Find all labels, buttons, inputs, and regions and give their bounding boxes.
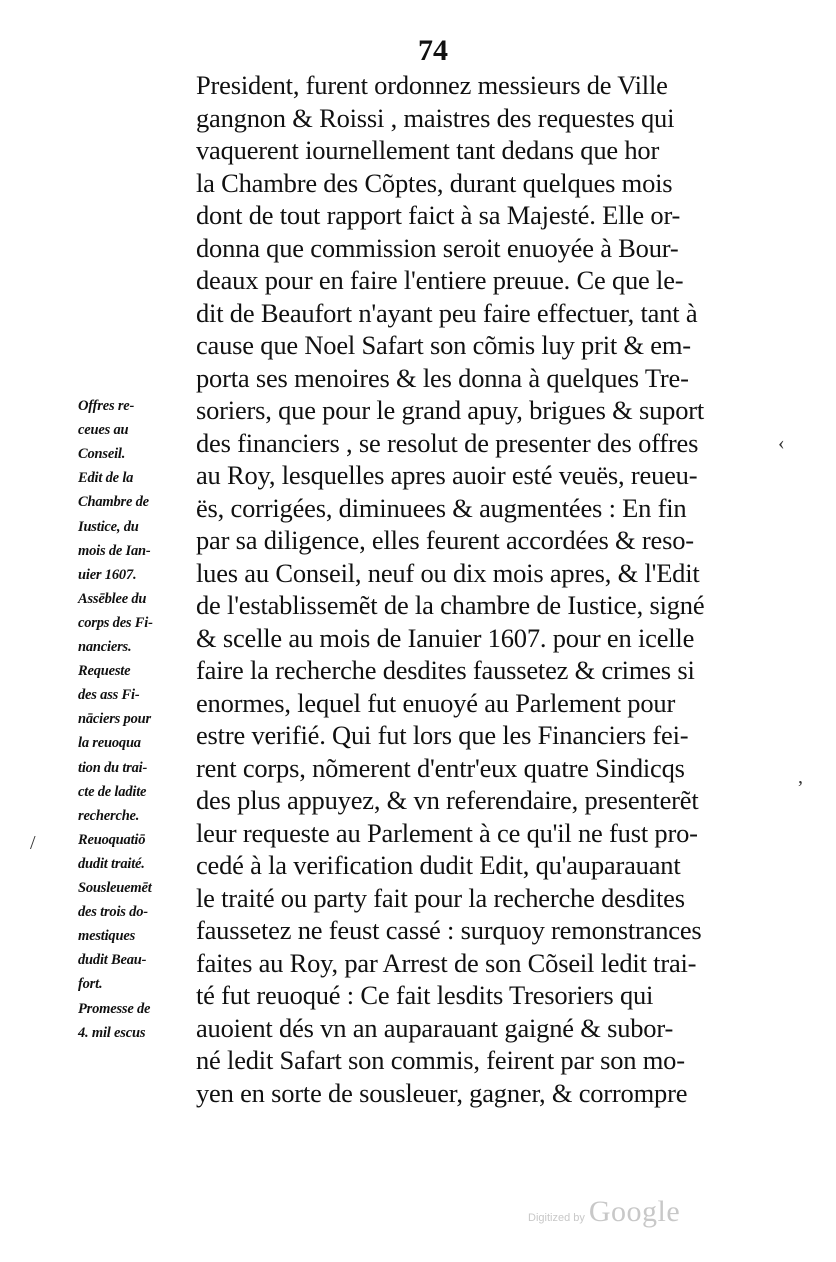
margin-note-line: 4. mil escus (78, 1024, 146, 1041)
margin-note-line: Reuoquatiō (78, 831, 146, 848)
margin-note-line: Conseil. (78, 446, 126, 463)
text-line: enormes, lequel fut enuoyé au Parlement pour (196, 687, 676, 718)
text-line: faire la recherche desdites faussetez & crimes si (196, 655, 695, 685)
margin-note-line: nanciers. (78, 639, 132, 655)
margin-note-line: ceues au (78, 422, 129, 439)
margin-note-line: Promesse de (78, 1000, 151, 1017)
margin-note-line: des trois do- (78, 904, 148, 921)
text-line: cedé à la verification dudit Edit, qu'auparauant (196, 850, 681, 880)
margin-note-line: cte de ladite (78, 783, 147, 800)
text-line: leur requeste au Parlement à ce qu'il ne fust pro- (196, 817, 698, 848)
text-line: des financiers , se resolut de presenter des offres (196, 427, 699, 458)
text-line: deaux pour en faire l'entiere preuue. Ce que le- (196, 265, 684, 295)
google-logo: Google (588, 1195, 681, 1228)
margin-note-line: Requeste (78, 663, 131, 680)
stray-mark-left: / (30, 832, 36, 854)
margin-note-line: des ass Fi- (78, 687, 140, 704)
text-line: té fut reuoqué : Ce fait lesdits Tresoriers qui (196, 980, 654, 1010)
text-line: né ledit Safart son commis, feirent par son mo- (196, 1045, 685, 1075)
text-line: porta ses menoires & les donna à quelques Tre- (196, 362, 689, 393)
text-line: des plus appuyez, & vn referendaire, presenterẽt (196, 785, 699, 815)
text-line: & scelle au mois de Ianuier 1607. pour en icelle (196, 622, 695, 653)
margin-note-line: Edit de la (78, 470, 134, 487)
text-line: de l'establissemẽt de la chambre de Iustice, signé (196, 590, 705, 620)
text-line: par sa diligence, elles feurent accordées & reso- (196, 525, 694, 555)
text-line: rent corps, nõmerent d'entr'eux quatre Sindicqs (196, 752, 685, 783)
text-line: la Chambre des Cõptes, durant quelques mois (196, 167, 673, 198)
margin-note-line: uier 1607. (78, 566, 137, 583)
text-line: estre verifié. Qui fut lors que les Financiers fei- (196, 720, 689, 750)
text-line: soriers, que pour le grand apuy, brigues & suport (196, 395, 705, 425)
text-line: yen en sorte de sousleuer, gagner, & corrompre (196, 1077, 688, 1108)
text-line: dont de tout rapport faict à sa Majesté. Elle or- (196, 200, 681, 230)
margin-note-line: dudit Beau- (78, 952, 147, 969)
text-line: President, furent ordonnez messieurs de Ville (196, 70, 668, 100)
digitized-by-google-watermark (528, 1195, 680, 1229)
margin-note-line: corps des Fi- (78, 614, 153, 631)
margin-note-line: tion du trai- (78, 759, 148, 776)
margin-note-line: fort. (78, 976, 103, 993)
stray-mark-right-lower: , (798, 766, 803, 788)
margin-note-line: Iustice, du (78, 518, 139, 535)
margin-note-line: Sousleuemēt (78, 880, 152, 896)
margin-note-line: mestiques (78, 928, 136, 945)
margin-note-line: dudit traité. (78, 855, 145, 872)
text-line: faussetez ne feust cassé : surquoy remonstrances (196, 915, 702, 945)
stray-mark-right: ‹ (778, 432, 785, 454)
text-line: au Roy, lesquelles apres auoir esté veuës, reueu- (196, 460, 698, 490)
margin-note-line: Chambre de (78, 494, 149, 511)
margin-note-line: recherche. (78, 807, 140, 824)
text-line: vaquerent iournellement tant dedans que hor (196, 135, 660, 165)
text-line: lues au Conseil, neuf ou dix mois apres, & l'Edit (196, 557, 700, 588)
margin-note-line: Offres re- (78, 398, 135, 414)
text-line: donna que commission seroit enuoyée à Bour- (196, 232, 679, 263)
watermark-prefix: Digitized by (528, 1212, 585, 1224)
margin-note-line: nāciers pour (78, 711, 151, 728)
margin-note-line: mois de Ian- (78, 542, 151, 559)
text-line: auoient dés vn an auparauant gaigné & subor- (196, 1012, 674, 1043)
margin-note-line: la reuoqua (78, 735, 141, 752)
page-number: 74 (418, 34, 448, 67)
text-line: dit de Beaufort n'ayant peu faire effectuer, tant à (196, 297, 698, 328)
text-line: gangnon & Roissi , maistres des requestes qui (196, 102, 675, 133)
text-line: faites au Roy, par Arrest de son Cõseil ledit trai- (196, 947, 697, 978)
text-line: ës, corrigées, diminuees & augmentées : En fin (196, 492, 687, 523)
text-line: cause que Noel Safart son cõmis luy prit & em- (196, 330, 691, 360)
margin-note-line: Assēblee du (78, 590, 147, 607)
text-line: le traité ou party fait pour la recherche desdites (196, 882, 685, 913)
